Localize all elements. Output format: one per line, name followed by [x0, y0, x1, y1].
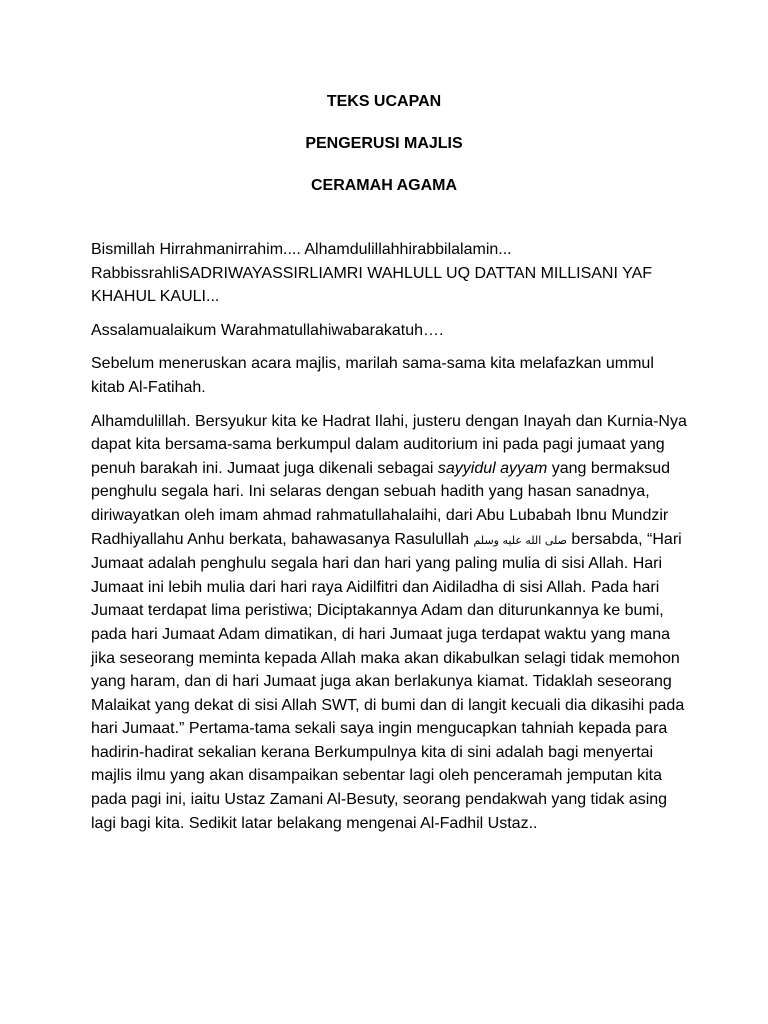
paragraph-main-text-c: bersabda, “Hari Jumaat adalah penghulu segala hari dan hari yang paling mulia di sisi Allah. Hari Jumaat ini lebih mulia dari hari raya Aidilfitri dan Aidiladha di sisi Allah. Pada hari Jumaat terdapat lima peristiwa; Diciptakannya Adam dan diturunkannya ke bumi, pada hari Jumaat Adam dimatikan, di hari Jumaat juga terdapat waktu yang mana jika seseorang meminta kepada Allah maka akan dikabulkan selagi tidak memohon yang haram, dan di hari Jumaat juga akan berlakunya kiamat. Tidaklah seseorang Malaikat yang dekat di sisi Allah SWT, di bumi dan di langit kecuali dia dikasihi pada hari Jumaat.” Pertama-tama sekali saya ingin mengucapkan tahniah kepada para hadirin-hadirat sekalian kerana Berkumpulnya kita di sini adalah bagi menyertai majlis ilmu yang akan disampaikan sebentar lagi oleh penceramah jemputan kita pada pagi ini, iaitu Ustaz Zamani Al-Besuty, seorang pendakwah yang tidak asing lagi bagi kita. Sedikit latar belakang mengenai Al-Fadhil Ustaz.. [91, 530, 685, 832]
body-text [91, 238, 691, 845]
paragraph-main-text-b: yang bermaksud penghulu segala hari. Ini selaras dengan sebuah hadith yang hasan sanadnya, diriwayatkan oleh imam ahmad rahmatullahalaihi, dari Abu Lubabah Ibnu Mundzir Radhiyallahu Anhu berkata, bahawasanya Rasulullah [91, 459, 671, 548]
paragraph-salam: Assalamualaikum Warahmatullahiwabarakatuh…. [91, 321, 444, 339]
paragraph-al-fatihah: Sebelum meneruskan acara majlis, marilah sama-sama kita melafazkan ummul kitab Al-Fatihah. [91, 355, 654, 396]
paragraph-main [91, 410, 691, 836]
paragraph-main-text-a: Alhamdulillah. Bersyukur kita ke Hadrat Ilahi, justeru dengan Inayah dan Kurnia-Nya dapat kita bersama-sama berkumpul dalam auditorium ini pada pagi jumaat yang penuh barakah ini. Jumaat juga dikenali sebagai [91, 412, 687, 477]
arabic-salawat: صلى الله عليه وسلم [473, 533, 567, 547]
title-ceramah-agama: CERAMAH AGAMA [310, 177, 458, 194]
paragraph-main-italic-term: sayyidul ayyam [437, 459, 548, 477]
title-block [0, 92, 768, 218]
paragraph-opening: Bismillah Hirrahmanirrahim.... Alhamdulillahhirabbilalamin... RabbissrahliSADRIWAYASSIRLIAMRI WAHLULL UQ DATTAN MILLISANI YAF KHAHUL KAULI... [91, 241, 653, 306]
title-teks-ucapan: TEKS UCAPAN [326, 93, 442, 110]
title-pengerusi-majlis: PENGERUSI MAJLIS [305, 135, 463, 152]
